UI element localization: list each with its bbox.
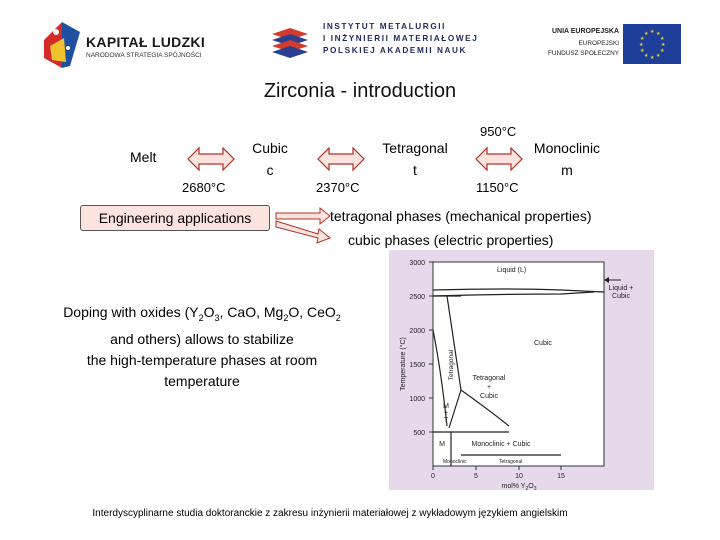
y-tick-label: 3000 xyxy=(409,260,425,267)
region-monoclinic-cubic: Monoclinic + Cubic xyxy=(471,441,531,448)
cubic-symbol: c xyxy=(266,162,274,178)
double-arrow-icon xyxy=(186,146,236,172)
y-tick-label: 2000 xyxy=(409,328,425,335)
application-cubic: cubic phases (electric properties) xyxy=(348,232,554,248)
temp-tetragonal-monoclinic-low: 1150°C xyxy=(476,180,519,195)
y-tick-label: 500 xyxy=(413,430,425,437)
svg-text:★: ★ xyxy=(644,53,649,59)
eu-line1: UNIA EUROPEJSKA xyxy=(551,28,619,35)
region-liquid-cubic-1: Liquid + xyxy=(608,285,634,292)
temp-cubic-tetragonal: 2370°C xyxy=(316,180,360,195)
institute-logo xyxy=(268,22,508,72)
institute-name-line2: I INŻYNIERII MATERIAŁOWEJ xyxy=(323,34,479,43)
svg-text:★: ★ xyxy=(661,42,666,48)
y-tick-label: 1000 xyxy=(409,396,425,403)
svg-text:★: ★ xyxy=(640,48,645,54)
svg-text:★: ★ xyxy=(650,29,655,35)
region-tetragonal: Tetragonal xyxy=(448,349,455,381)
region-m-t-2: + xyxy=(443,410,449,417)
svg-text:★: ★ xyxy=(639,42,644,48)
y-tick-label: 2500 xyxy=(409,294,425,301)
svg-text:★: ★ xyxy=(660,36,665,42)
x-axis-label: mol% $Y_2O_3$ xyxy=(501,483,537,490)
eu-logo xyxy=(533,22,683,68)
svg-text:★: ★ xyxy=(656,31,661,37)
phase-diagram xyxy=(389,250,654,490)
region-tetragonal-small: Tetragonal xyxy=(499,459,523,465)
double-arrow-icon xyxy=(316,146,366,172)
kapital-ludzki-logo xyxy=(40,18,210,72)
monoclinic-label: Monoclinic xyxy=(533,140,601,156)
temp-melt-cubic: 2680°C xyxy=(182,180,226,195)
applications-arrows-icon xyxy=(274,203,334,247)
temp-tetragonal-monoclinic-high: 950°C xyxy=(480,124,517,139)
engineering-applications-box xyxy=(80,205,270,231)
region-tetragonal-cubic-3: Cubic xyxy=(480,393,498,400)
region-liquid: Liquid (L) xyxy=(497,267,527,274)
tetragonal-symbol: t xyxy=(413,162,417,178)
region-monoclinic: Monoclinic xyxy=(443,459,467,465)
svg-text:★: ★ xyxy=(644,31,649,37)
svg-text:★: ★ xyxy=(660,48,665,54)
institute-name-line1: INSTYTUT METALURGII xyxy=(323,22,447,31)
eu-flag-icon xyxy=(623,24,681,64)
doping-line3: the high-temperature phases at room xyxy=(86,351,318,368)
kapital-ludzki-subtitle: NARODOWA STRATEGIA SPÓJNOŚCI xyxy=(86,52,202,59)
application-tetragonal: tetragonal phases (mechanical properties) xyxy=(330,208,592,224)
region-tetragonal-cubic-2: + xyxy=(486,384,492,391)
cubic-label: Cubic xyxy=(252,140,288,156)
svg-text:★: ★ xyxy=(640,36,645,42)
institute-name-line3: POLSKIEJ AKADEMII NAUK xyxy=(323,46,468,55)
region-liquid-cubic-2: Cubic xyxy=(612,293,630,300)
slide-title: Zirconia - introduction xyxy=(263,80,457,102)
x-tick-label: 10 xyxy=(515,473,523,480)
region-tetragonal-cubic-1: Tetragonal xyxy=(472,375,506,382)
region-cubic: Cubic xyxy=(534,340,552,347)
svg-text:★: ★ xyxy=(650,55,655,61)
x-tick-label: 5 xyxy=(474,473,478,480)
doping-line4: temperature xyxy=(164,372,240,389)
doping-line2: and others) allows to stabilize xyxy=(110,330,294,347)
engineering-applications-label: Engineering applications xyxy=(98,210,252,226)
kapital-ludzki-title: KAPITAŁ LUDZKI xyxy=(86,34,206,50)
eu-line2: EUROPEJSKI xyxy=(578,40,619,47)
x-tick-label: 0 xyxy=(431,473,435,480)
tetragonal-label: Tetragonal xyxy=(382,140,448,156)
y-axis-label: Temperature (°C) xyxy=(400,337,407,391)
double-arrow-icon xyxy=(474,146,524,172)
region-m: M xyxy=(439,441,445,448)
doping-line1: Doping with oxides ($Y_2O_3$, CaO, $Mg_2O$, CeO$_2$ xyxy=(63,304,341,323)
monoclinic-symbol: m xyxy=(561,162,573,178)
phase-diagram-plot xyxy=(389,250,654,490)
melt-label: Melt xyxy=(130,149,157,165)
kapital-ludzki-emblem-icon xyxy=(40,18,86,72)
institute-emblem-icon xyxy=(270,26,310,64)
y-tick-label: 1500 xyxy=(409,362,425,369)
x-tick-label: 15 xyxy=(557,473,565,480)
doping-paragraph xyxy=(38,302,366,392)
region-m-t-1: M xyxy=(443,403,449,410)
footer-text: Interdyscyplinarne studia doktoranckie z zakresu inżynierii materiałowej z wykładowym językiem angielskim xyxy=(92,508,568,519)
region-m-t-3: T xyxy=(443,417,449,424)
eu-line3: FUNDUSZ SPOŁECZNY xyxy=(547,50,619,57)
svg-text:★: ★ xyxy=(656,53,661,59)
